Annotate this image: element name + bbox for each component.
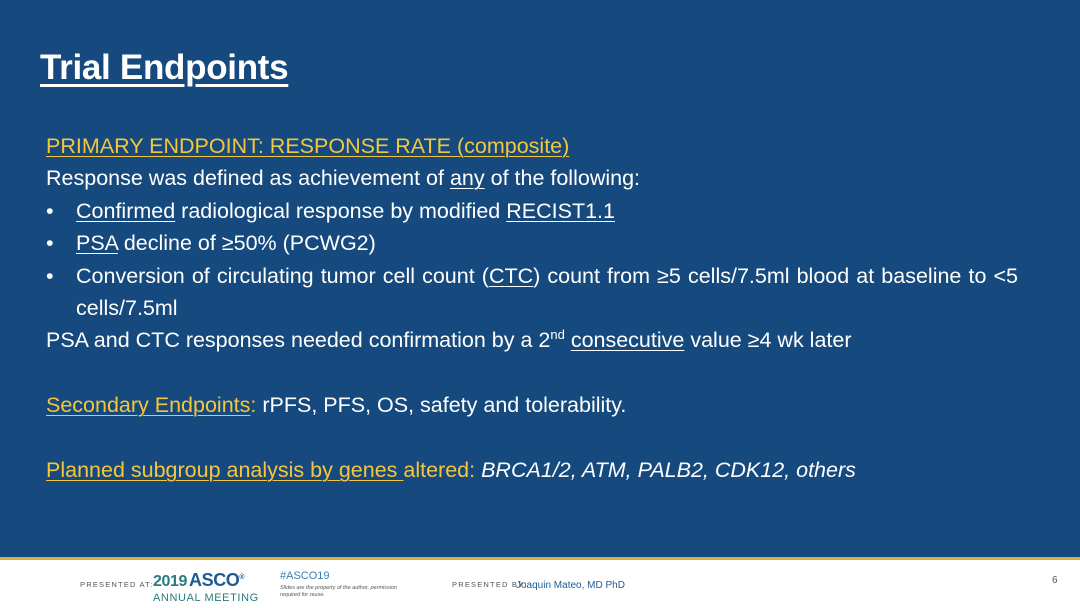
subgroup-analysis: [46, 454, 1018, 486]
bullet2-rest: decline of ≥50% (PCWG2): [117, 231, 376, 256]
subgroup-altered: altered:: [403, 458, 482, 483]
asco-registered: ®: [239, 574, 245, 581]
presenter-name: Joaquin Mateo, MD PhD: [516, 580, 625, 591]
primary-endpoint-heading: [46, 130, 1018, 162]
bullet2-psa: PSA: [76, 231, 118, 256]
bullet1-confirmed: Confirmed: [76, 198, 176, 223]
response-def-pre: Response was defined as achievement of: [46, 166, 450, 191]
bullet3-post: ) count from ≥5 cells/7.5ml blood at baseline to <5 cells/7.5ml: [76, 263, 1018, 321]
bullet-dot: •: [46, 263, 54, 288]
bullet1-recist: RECIST1.1: [506, 198, 615, 223]
asco-logo: [153, 568, 259, 604]
primary-endpoint-text: PRIMARY ENDPOINT: RESPONSE RATE (composite): [46, 134, 570, 158]
subgroup-label: Planned subgroup analysis by genes: [46, 458, 404, 483]
bullet-dot: •: [46, 231, 54, 256]
bullet-radiological: [46, 195, 1018, 227]
secondary-endpoints: [46, 389, 1018, 421]
response-def-post: of the following:: [484, 166, 641, 191]
hashtag: #ASCO19: [280, 570, 330, 582]
slide-number: 6: [1052, 575, 1058, 586]
spacer: [46, 422, 1018, 454]
bullet-dot: •: [46, 198, 54, 223]
asco-logo-top: [153, 568, 259, 592]
asco-year: 2019: [153, 573, 187, 590]
secondary-text: rPFS, PFS, OS, safety and tolerability.: [256, 393, 627, 418]
bullet1-middle: radiological response by modified: [175, 198, 507, 223]
asco-name: ASCO: [189, 570, 240, 590]
spacer: [46, 357, 1018, 389]
slide-content: [46, 130, 1018, 486]
presented-at-label: PRESENTED AT:: [80, 580, 154, 589]
bullet3-ctc: CTC: [488, 263, 534, 288]
response-def-any: any: [449, 166, 485, 191]
response-definition: [46, 162, 1018, 194]
secondary-colon: :: [250, 393, 257, 418]
footer: [0, 560, 1080, 608]
slides-property-note: Slides are the property of the author, permission required for reuse.: [280, 585, 398, 598]
bullet-ctc: [46, 260, 1018, 325]
presented-by-label: PRESENTED BY:: [452, 580, 528, 589]
confirmation-sup: nd: [550, 327, 565, 343]
subgroup-genes: BRCA1/2, ATM, PALB2, CDK12, others: [481, 458, 856, 483]
slide-title: Trial Endpoints: [40, 48, 289, 87]
confirmation-consecutive: consecutive: [570, 328, 685, 353]
confirmation-post: value ≥4 wk later: [684, 328, 852, 353]
secondary-label: Secondary Endpoints: [46, 393, 251, 418]
bullet3-pre: Conversion of circulating tumor cell count (: [76, 263, 489, 288]
annual-meeting: ANNUAL MEETING: [153, 592, 259, 604]
confirmation-pre: PSA and CTC responses needed confirmation by a 2: [46, 328, 551, 353]
bullet-psa: [46, 227, 1018, 259]
confirmation-note: [46, 324, 1018, 356]
